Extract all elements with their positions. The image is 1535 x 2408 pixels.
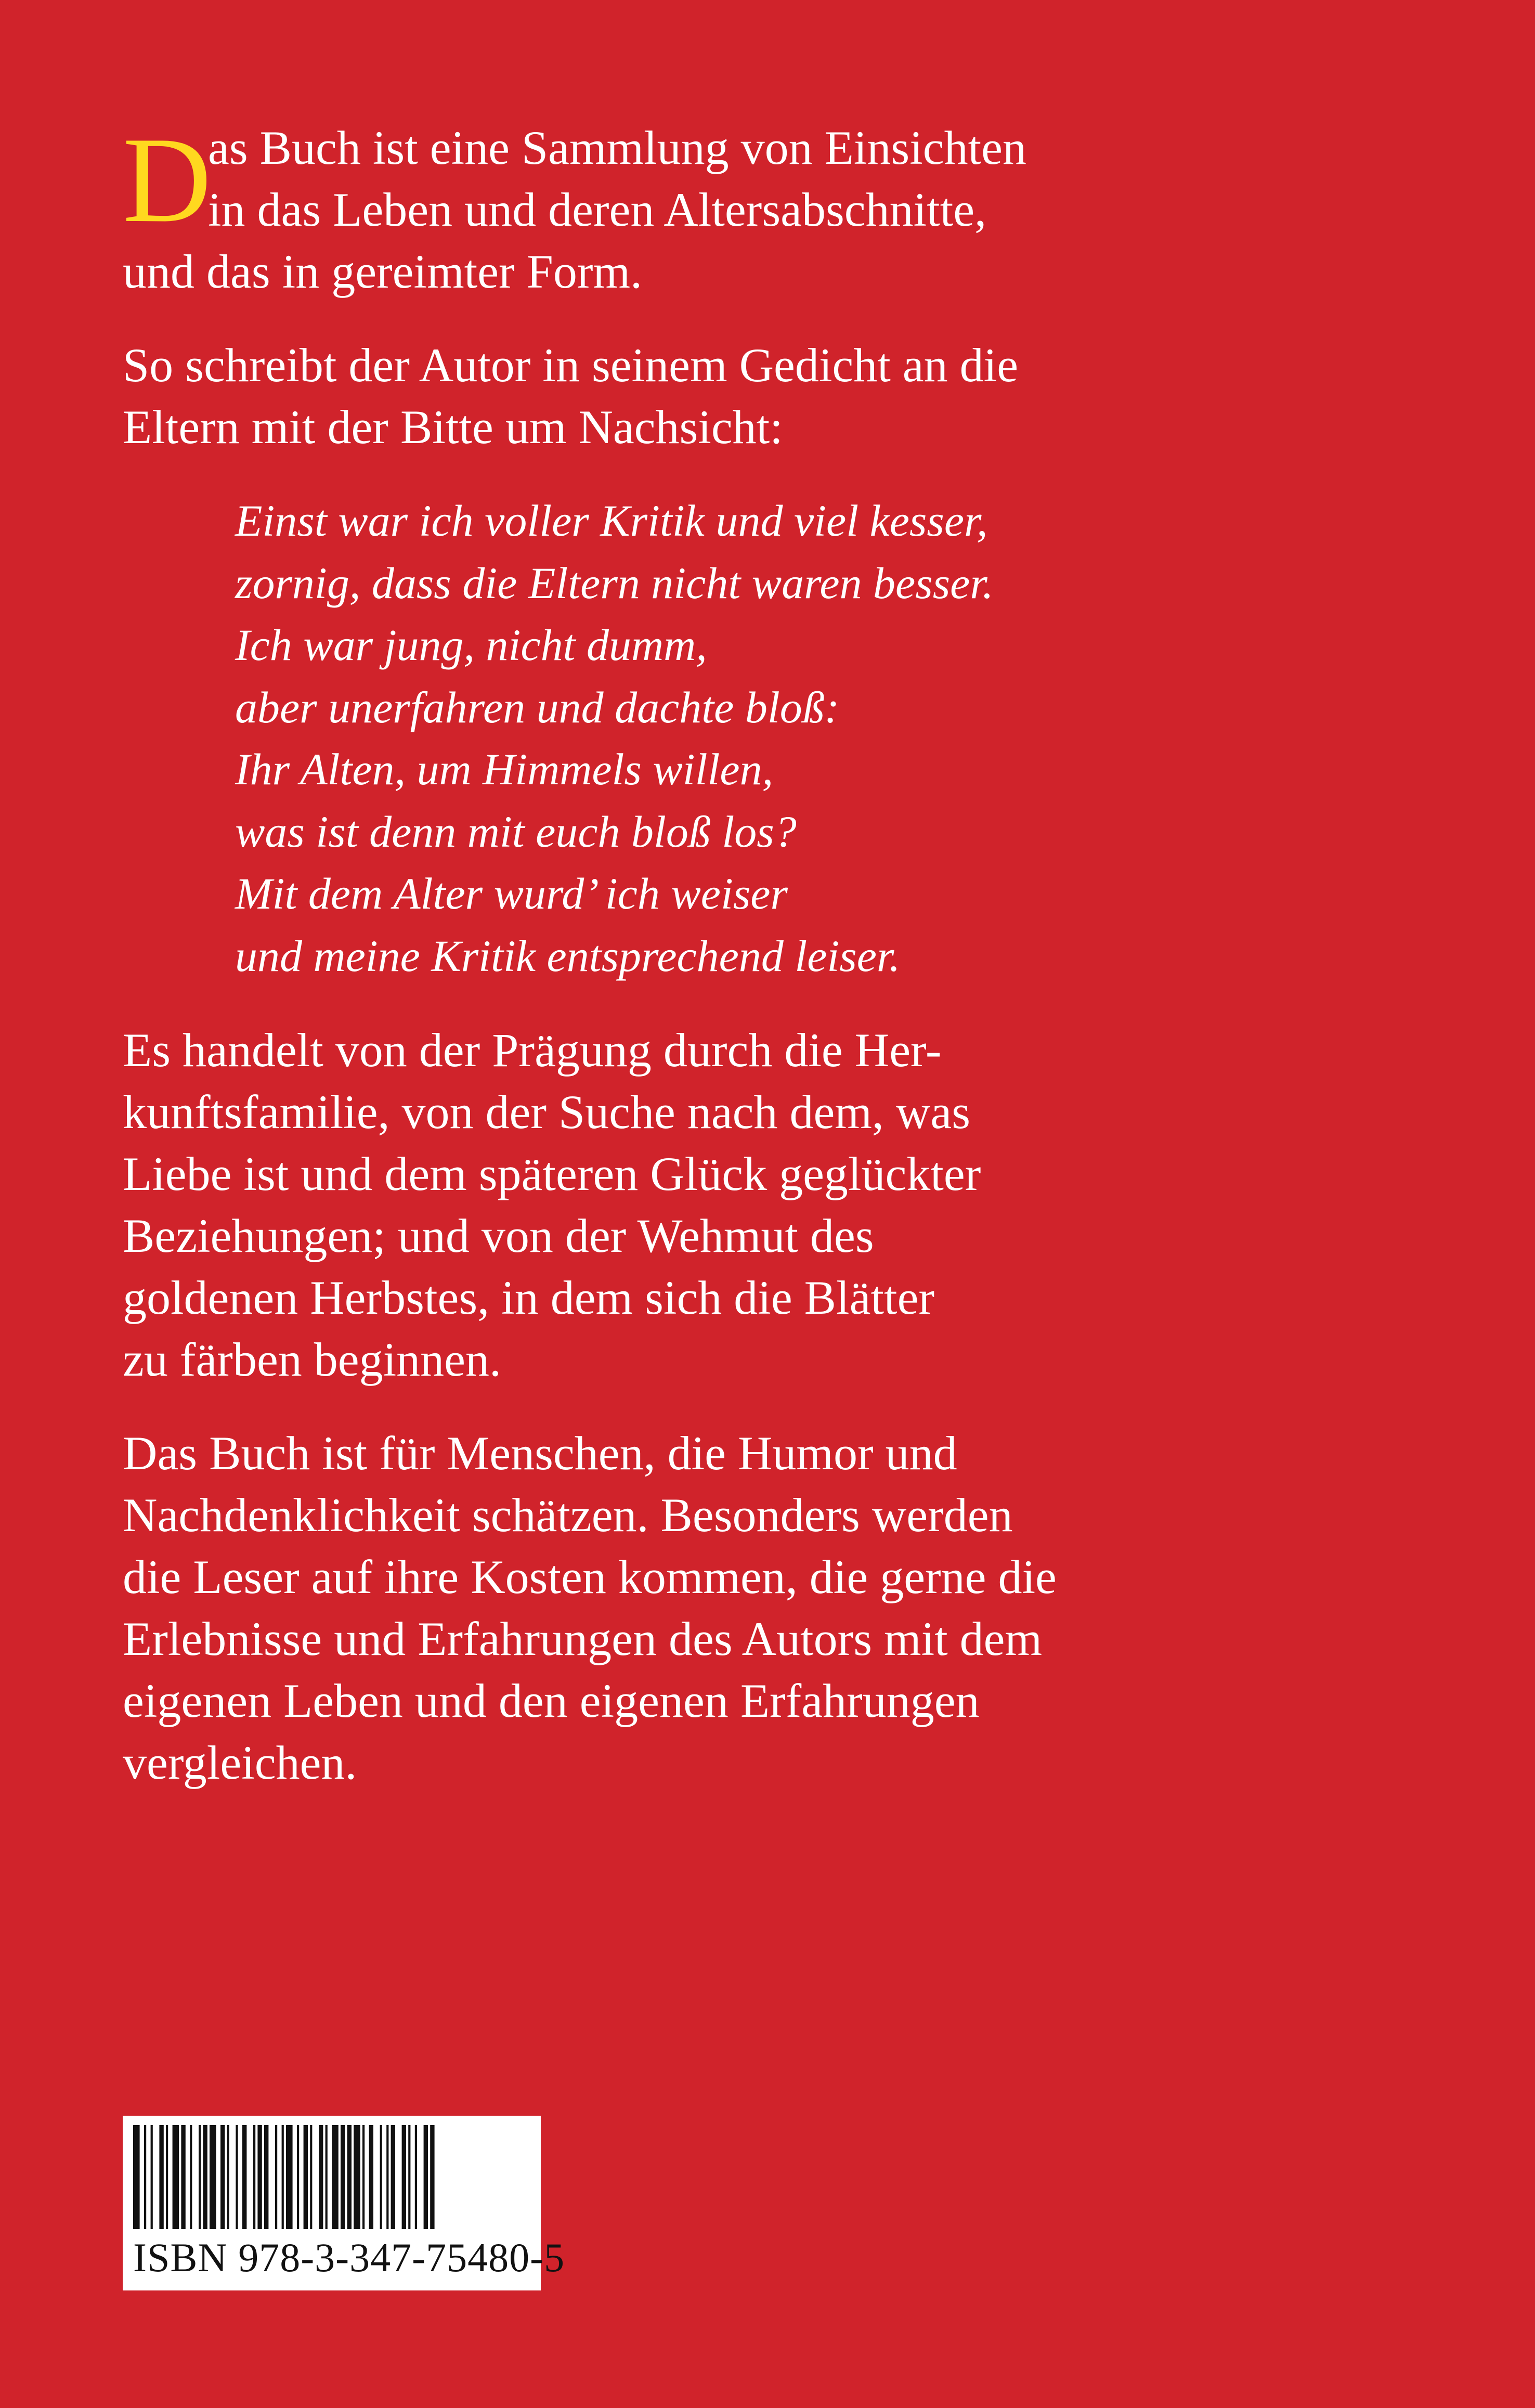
poem-line: Einst war ich voller Kritik und viel kesser, <box>235 496 988 546</box>
barcode-bar <box>380 2125 382 2229</box>
poem-quote <box>235 490 1171 987</box>
barcode-bar <box>173 2125 179 2229</box>
barcode-bar <box>354 2125 360 2229</box>
barcode-bar <box>341 2125 345 2229</box>
barcode-bar <box>430 2125 434 2229</box>
barcode-bar <box>220 2125 225 2229</box>
text-line: und das in gereimter Form. <box>123 245 643 298</box>
barcode-bar <box>282 2125 284 2229</box>
barcode-bar <box>304 2125 308 2229</box>
barcode-bar <box>391 2125 395 2229</box>
text-line: as Buch ist eine Sammlung von Einsichten <box>208 121 1027 174</box>
barcode-bar <box>242 2125 246 2229</box>
barcode-bar <box>264 2125 268 2229</box>
text-line: die Leser auf ihre Kosten kommen, die gerne die <box>123 1550 1057 1603</box>
barcode-bar <box>362 2125 365 2229</box>
drop-cap: D <box>123 112 212 248</box>
barcode-bar <box>402 2125 406 2229</box>
text-line: Das Buch ist für Menschen, die Humor und <box>123 1427 957 1480</box>
barcode-bar <box>227 2125 229 2229</box>
paragraph-poem-intro <box>123 334 1163 458</box>
barcode-bar <box>210 2125 216 2229</box>
text-line: Eltern mit der Bitte um Nachsicht: <box>123 400 783 454</box>
text-line: vergleichen. <box>123 1736 357 1789</box>
barcode-bar <box>181 2125 185 2229</box>
isbn-number: ISBN 978-3-347-75480-5 <box>133 2235 565 2280</box>
intro-paragraph <box>123 112 1163 303</box>
barcode-bar <box>144 2125 146 2229</box>
text-line: Liebe ist und dem späteren Glück geglückter <box>123 1147 981 1200</box>
barcode-bar <box>319 2125 323 2229</box>
barcode-bar <box>203 2125 207 2229</box>
text-line: Erlebnisse und Erfahrungen des Autors mit dem <box>123 1612 1043 1665</box>
poem-line: Ich war jung, nicht dumm, <box>235 620 707 670</box>
barcode-bar <box>199 2125 201 2229</box>
poem-line: und meine Kritik entsprechend leiser. <box>235 930 901 981</box>
barcode-bar <box>369 2125 373 2229</box>
barcode-bar <box>257 2125 262 2229</box>
barcode-bar <box>297 2125 299 2229</box>
barcode-bar <box>415 2125 417 2229</box>
poem-line: Mit dem Alter wurd’ ich weiser <box>235 869 788 918</box>
barcode-bar <box>253 2125 255 2229</box>
text-line: kunftsfamilie, von der Suche nach dem, was <box>123 1085 970 1138</box>
barcode-bar <box>310 2125 312 2229</box>
barcode-bar <box>347 2125 352 2229</box>
poem-line: Ihr Alten, um Himmels willen, <box>235 744 774 794</box>
barcode-bar <box>424 2125 428 2229</box>
barcode-bar <box>151 2125 153 2229</box>
text-line: Beziehungen; und von der Wehmut des <box>123 1209 874 1262</box>
text-line: Es handelt von der Prägung durch die Her- <box>123 1024 942 1077</box>
text-line: Nachdenklichkeit schätzen. Besonders werden <box>123 1488 1013 1542</box>
barcode-bar <box>286 2125 293 2229</box>
barcode-icon <box>133 2125 530 2229</box>
poem-line: zornig, dass die Eltern nicht waren besser. <box>235 558 994 608</box>
barcode-bar <box>386 2125 388 2229</box>
text-line: eigenen Leben und den eigenen Erfahrungen <box>123 1674 980 1727</box>
barcode-bar <box>275 2125 277 2229</box>
text-line: in das Leben und deren Altersabschnitte, <box>208 183 987 236</box>
poem-line: aber unerfahren und dachte bloß: <box>235 682 840 732</box>
barcode-bar <box>159 2125 163 2229</box>
barcode-bar <box>332 2125 339 2229</box>
text-line: So schreibt der Autor in seinem Gedicht an die <box>123 339 1019 392</box>
barcode-bar <box>190 2125 192 2229</box>
paragraph-audience <box>123 1422 1163 1794</box>
text-line: zu färben beginnen. <box>123 1333 502 1386</box>
barcode-bar <box>326 2125 328 2229</box>
isbn-barcode <box>123 2116 565 2290</box>
barcode-bar <box>133 2125 140 2229</box>
barcode-bar <box>166 2125 168 2229</box>
barcode-bar <box>236 2125 238 2229</box>
poem-line: was ist denn mit euch bloß los? <box>235 806 797 857</box>
text-line: goldenen Herbstes, in dem sich die Blätter <box>123 1271 935 1324</box>
paragraph-themes <box>123 1019 1163 1391</box>
barcode-bar <box>408 2125 410 2229</box>
